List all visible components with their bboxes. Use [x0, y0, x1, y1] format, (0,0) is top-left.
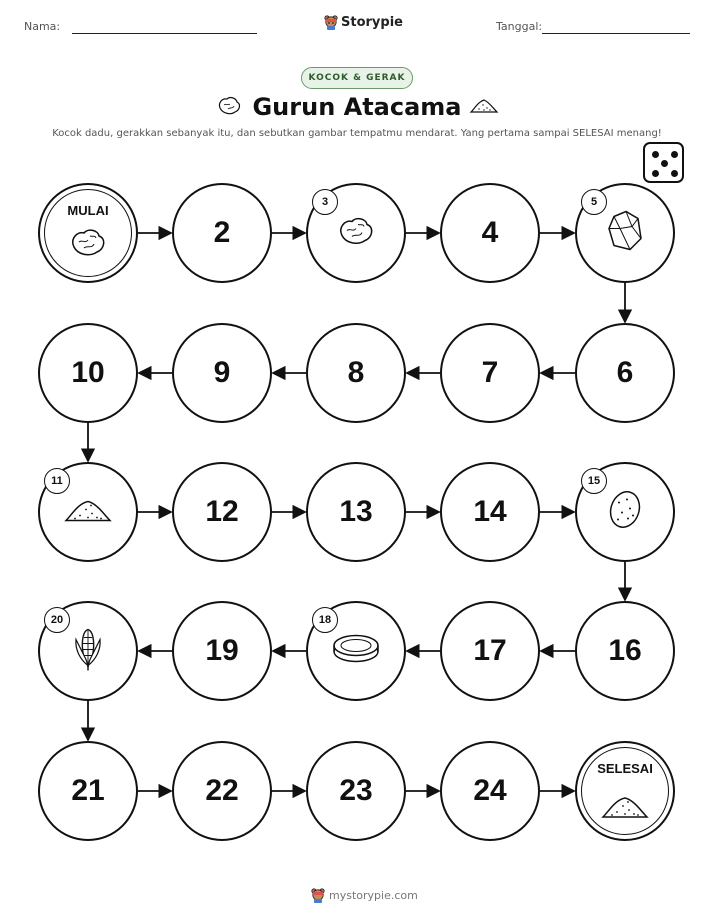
board-space-8: [306, 323, 406, 423]
board-space-5: [575, 183, 675, 283]
board-space-10: [38, 323, 138, 423]
space-number: 2: [213, 216, 231, 249]
space-number-tag: 18: [312, 607, 338, 633]
instructions: Kocok dadu, gerakkan sebanyak itu, dan sebutkan gambar tempatmu mendarat. Yang pertama sampai SELESAI menang!: [52, 128, 662, 139]
bear-mascot-icon: [311, 887, 325, 903]
finish-space: [575, 741, 675, 841]
rock-icon: [68, 225, 108, 264]
board-space-20: [38, 601, 138, 701]
board-space-21: [38, 741, 138, 841]
space-number: 22: [205, 774, 239, 807]
name-label: Nama:: [24, 20, 61, 33]
activity-badge: KOCOK & GERAK: [301, 67, 413, 89]
board-space-7: [440, 323, 540, 423]
start-space: [38, 183, 138, 283]
board-space-19: [172, 601, 272, 701]
board-space-2: [172, 183, 272, 283]
corn-icon: [71, 626, 105, 677]
footer-url[interactable]: mystorypie.com: [329, 888, 418, 902]
board-space-22: [172, 741, 272, 841]
space-number-tag: 11: [44, 468, 70, 494]
space-number: 24: [473, 774, 507, 807]
board-space-4: [440, 183, 540, 283]
crystal-icon: [606, 209, 644, 258]
footer: [311, 887, 418, 903]
space-number: 16: [608, 634, 642, 667]
page-title: Gurun Atacama: [252, 93, 462, 121]
date-label: Tanggal:: [496, 20, 543, 33]
space-number: 6: [616, 356, 634, 389]
board-space-15: [575, 462, 675, 562]
brand-name: Storypie: [341, 14, 403, 30]
space-number-tag: 15: [581, 468, 607, 494]
board-space-11: [38, 462, 138, 562]
board-space-18: [306, 601, 406, 701]
coin-icon: [331, 632, 381, 671]
board-space-13: [306, 462, 406, 562]
space-number: 9: [213, 356, 231, 389]
space-number: 14: [473, 495, 507, 528]
sand-pile-icon: [601, 791, 649, 826]
start-label: MULAI: [67, 203, 109, 218]
board-space-23: [306, 741, 406, 841]
sand-pile-icon: [64, 495, 112, 530]
board-space-3: [306, 183, 406, 283]
rock-icon: [336, 214, 376, 253]
finish-label: SELESAI: [597, 761, 653, 776]
space-number-tag: 5: [581, 189, 607, 215]
board-space-14: [440, 462, 540, 562]
board-space-12: [172, 462, 272, 562]
space-number: 12: [205, 495, 239, 528]
board-space-9: [172, 323, 272, 423]
board-space-24: [440, 741, 540, 841]
space-number: 10: [71, 356, 105, 389]
board-space-6: [575, 323, 675, 423]
board-space-17: [440, 601, 540, 701]
space-number: 23: [339, 774, 373, 807]
board-space-16: [575, 601, 675, 701]
space-number-tag: 3: [312, 189, 338, 215]
space-number: 21: [71, 774, 105, 807]
space-number: 8: [347, 356, 365, 389]
space-number: 17: [473, 634, 507, 667]
space-number-tag: 20: [44, 607, 70, 633]
space-number: 13: [339, 495, 373, 528]
space-number: 7: [481, 356, 499, 389]
space-number: 4: [481, 216, 499, 249]
space-number: 19: [205, 634, 239, 667]
potato-icon: [607, 489, 643, 536]
